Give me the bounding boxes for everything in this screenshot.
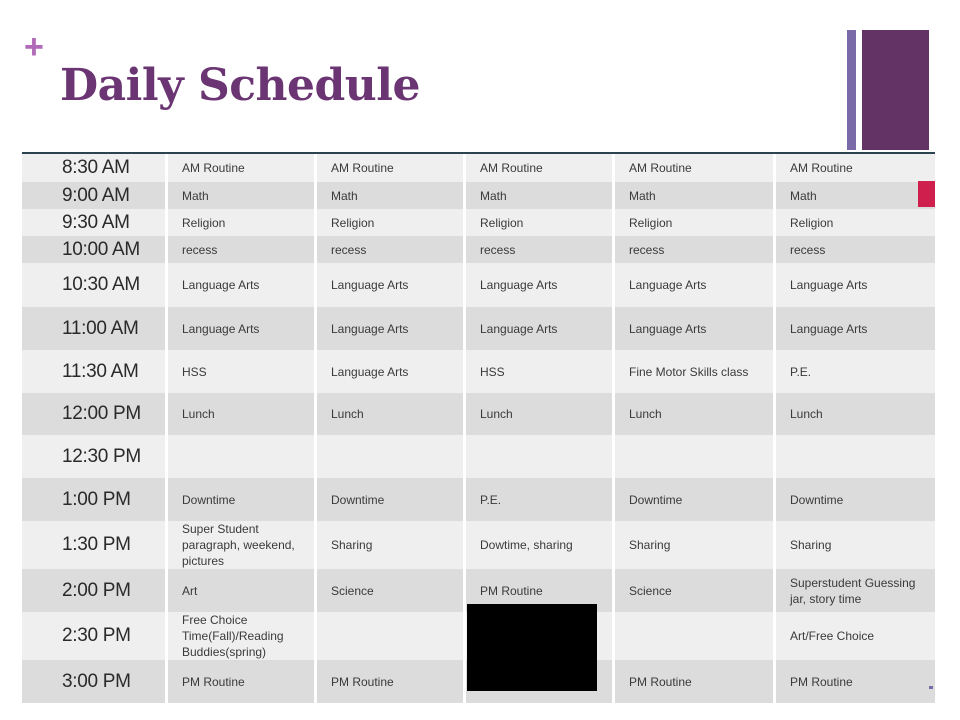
activity-cell: Downtime xyxy=(615,478,776,521)
time-cell: 1:30 PM xyxy=(22,521,168,569)
time-cell: 1:00 PM xyxy=(22,478,168,521)
time-cell: 11:30 AM xyxy=(22,350,168,393)
activity-cell: recess xyxy=(168,236,317,263)
activity-cell xyxy=(466,435,615,478)
activity-cell: Superstudent Guessing jar, story time xyxy=(776,569,935,612)
activity-cell: Religion xyxy=(317,209,466,236)
activity-cell: HSS xyxy=(466,350,615,393)
activity-cell: PM Routine xyxy=(317,660,466,703)
activity-cell: Lunch xyxy=(615,393,776,435)
activity-cell: Lunch xyxy=(776,393,935,435)
activity-cell: Language Arts xyxy=(168,263,317,307)
activity-cell: Free Choice Time(Fall)/Reading Buddies(spring) xyxy=(168,612,317,660)
activity-cell: HSS xyxy=(168,350,317,393)
activity-cell: PM Routine xyxy=(776,660,935,703)
activity-cell: Language Arts xyxy=(317,350,466,393)
activity-cell: Religion xyxy=(168,209,317,236)
activity-cell: Math xyxy=(466,182,615,209)
activity-cell: Language Arts xyxy=(466,307,615,350)
schedule-row xyxy=(22,478,935,521)
activity-cell: Language Arts xyxy=(776,307,935,350)
activity-cell: Religion xyxy=(615,209,776,236)
activity-cell: Art xyxy=(168,569,317,612)
activity-cell: recess xyxy=(466,236,615,263)
time-cell: 10:30 AM xyxy=(22,263,168,307)
activity-cell: Sharing xyxy=(317,521,466,569)
schedule-row xyxy=(22,209,935,236)
activity-cell: Downtime xyxy=(317,478,466,521)
schedule-row xyxy=(22,350,935,393)
activity-cell: Language Arts xyxy=(615,307,776,350)
redaction-block xyxy=(467,604,597,691)
time-cell: 8:30 AM xyxy=(22,154,168,182)
activity-cell: AM Routine xyxy=(317,154,466,182)
time-cell: 9:00 AM xyxy=(22,182,168,209)
activity-cell: Language Arts xyxy=(317,263,466,307)
activity-cell: Language Arts xyxy=(615,263,776,307)
decorative-bar-thin xyxy=(847,30,856,150)
schedule-row xyxy=(22,393,935,435)
activity-cell: Downtime xyxy=(168,478,317,521)
schedule-row xyxy=(22,307,935,350)
plus-icon: + xyxy=(24,28,44,66)
activity-cell: Lunch xyxy=(466,393,615,435)
time-cell: 9:30 AM xyxy=(22,209,168,236)
slide-title: Daily Schedule xyxy=(60,60,420,111)
activity-cell: PM Routine xyxy=(466,569,615,612)
activity-cell: Language Arts xyxy=(168,307,317,350)
time-cell: 2:30 PM xyxy=(22,612,168,660)
activity-cell: AM Routine xyxy=(168,154,317,182)
activity-cell: recess xyxy=(776,236,935,263)
activity-cell: Math xyxy=(168,182,317,209)
activity-cell: AM Routine xyxy=(776,154,935,182)
activity-cell: P.E. xyxy=(776,350,935,393)
schedule-row xyxy=(22,435,935,478)
decorative-bar-wide xyxy=(862,30,929,150)
activity-cell: Dowtime, sharing xyxy=(466,521,615,569)
activity-cell: Science xyxy=(615,569,776,612)
activity-cell: Science xyxy=(317,569,466,612)
activity-cell: Language Arts xyxy=(317,307,466,350)
activity-cell: Math xyxy=(615,182,776,209)
activity-cell: recess xyxy=(615,236,776,263)
activity-cell: Math xyxy=(317,182,466,209)
activity-cell: Sharing xyxy=(615,521,776,569)
activity-cell: Math xyxy=(776,182,935,209)
activity-cell xyxy=(168,435,317,478)
activity-cell: AM Routine xyxy=(466,154,615,182)
activity-cell: recess xyxy=(317,236,466,263)
activity-cell: Lunch xyxy=(168,393,317,435)
activity-cell xyxy=(776,435,935,478)
activity-cell: P.E. xyxy=(466,478,615,521)
activity-cell: PM Routine xyxy=(615,660,776,703)
activity-cell: Downtime xyxy=(776,478,935,521)
activity-cell: Language Arts xyxy=(776,263,935,307)
corner-mark xyxy=(929,686,933,689)
activity-cell xyxy=(615,435,776,478)
schedule-row xyxy=(22,154,935,182)
activity-cell: Fine Motor Skills class xyxy=(615,350,776,393)
time-cell: 12:00 PM xyxy=(22,393,168,435)
activity-cell: PM Routine xyxy=(168,660,317,703)
schedule-row xyxy=(22,182,935,209)
time-cell: 10:00 AM xyxy=(22,236,168,263)
schedule-row xyxy=(22,263,935,307)
activity-cell xyxy=(317,435,466,478)
activity-cell: Sharing xyxy=(776,521,935,569)
activity-cell: Religion xyxy=(466,209,615,236)
activity-cell: AM Routine xyxy=(615,154,776,182)
time-cell: 12:30 PM xyxy=(22,435,168,478)
activity-cell xyxy=(615,612,776,660)
activity-cell: Lunch xyxy=(317,393,466,435)
time-cell: 11:00 AM xyxy=(22,307,168,350)
activity-cell: Language Arts xyxy=(466,263,615,307)
activity-cell: Art/Free Choice xyxy=(776,612,935,660)
accent-marker xyxy=(918,181,935,207)
activity-cell xyxy=(317,612,466,660)
activity-cell: Religion xyxy=(776,209,935,236)
schedule-row xyxy=(22,236,935,263)
activity-cell: Super Student paragraph, weekend, pictures xyxy=(168,521,317,569)
time-cell: 3:00 PM xyxy=(22,660,168,703)
schedule-row xyxy=(22,521,935,569)
time-cell: 2:00 PM xyxy=(22,569,168,612)
